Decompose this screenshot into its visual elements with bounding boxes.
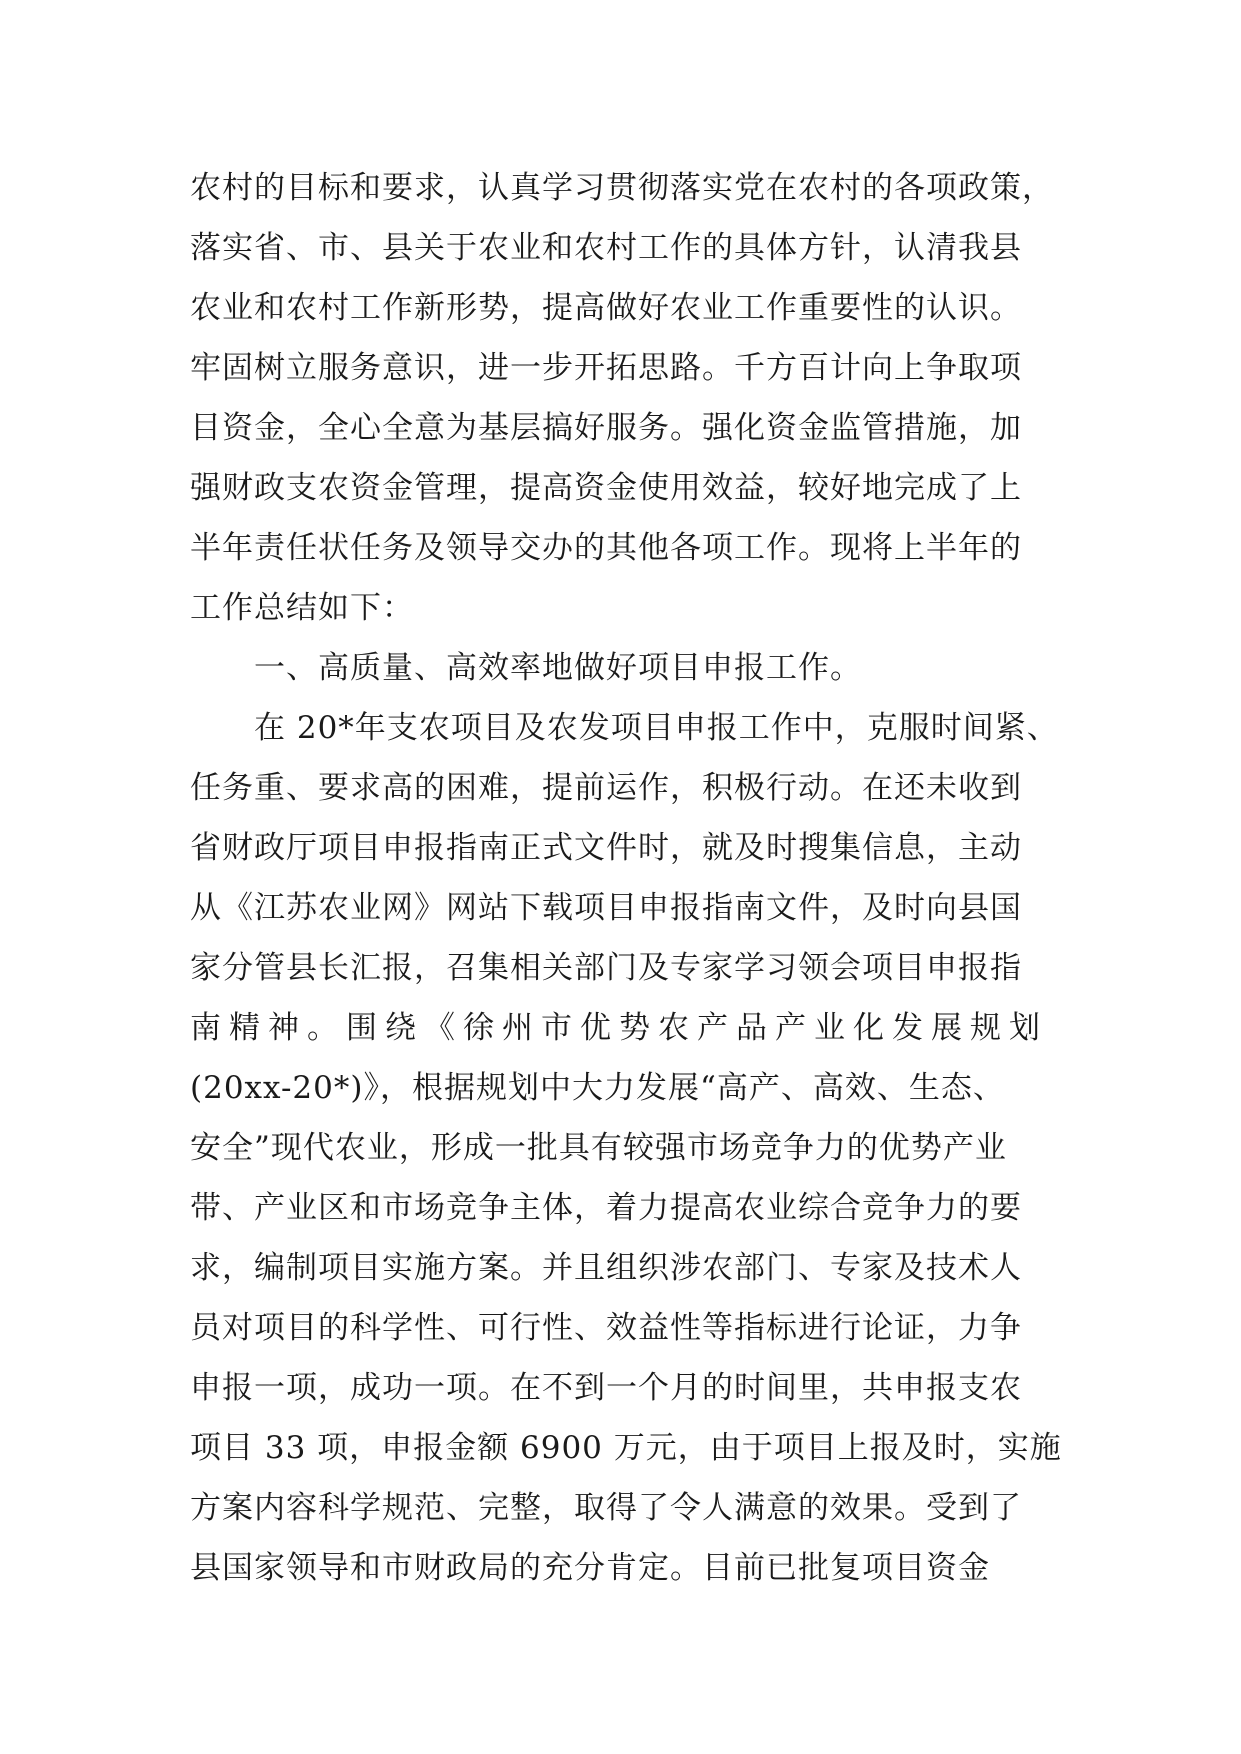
text-line: (20xx-20*)》，根据规划中大力发展“高产、高效、生态、 <box>190 1070 1005 1106</box>
text-line: 目资金，全心全意为基层搞好服务。强化资金监管措施，加 <box>190 410 1022 446</box>
text-line: 求，编制项目实施方案。并且组织涉农部门、专家及技术人 <box>190 1250 1022 1286</box>
text-line: 落实省、市、县关于农业和农村工作的具体方针，认清我县 <box>190 230 1022 266</box>
text-line: 县国家领导和市财政局的充分肯定。目前已批复项目资金 <box>190 1550 990 1586</box>
text-line: 家分管县长汇报，召集相关部门及专家学习领会项目申报指 <box>190 950 1022 986</box>
text-line: 任务重、要求高的困难，提前运作，积极行动。在还未收到 <box>190 770 1022 806</box>
section-heading: 一、高质量、高效率地做好项目申报工作。 <box>254 650 862 686</box>
paragraph-start-line: 在 20*年支农项目及农发项目申报工作中，克服时间紧、 <box>254 710 1059 746</box>
document-body <box>190 158 1070 1598</box>
text-line: 强财政支农资金管理，提高资金使用效益，较好地完成了上 <box>190 470 1022 506</box>
text-line: 方案内容科学规范、完整，取得了令人满意的效果。受到了 <box>190 1490 1022 1526</box>
text-line: 省财政厅项目申报指南正式文件时，就及时搜集信息，主动 <box>190 830 1022 866</box>
text-line: 半年责任状任务及领导交办的其他各项工作。现将上半年的 <box>190 530 1022 566</box>
text-line: 工作总结如下： <box>190 590 414 626</box>
text-line: 申报一项，成功一项。在不到一个月的时间里，共申报支农 <box>190 1370 1022 1406</box>
text-line: 安全”现代农业，形成一批具有较强市场竞争力的优势产业 <box>190 1130 1007 1166</box>
text-line: 从《江苏农业网》网站下载项目申报指南文件，及时向县国 <box>190 890 1022 926</box>
text-line: 员对项目的科学性、可行性、效益性等指标进行论证，力争 <box>190 1310 1022 1346</box>
text-line: 农村的目标和要求，认真学习贯彻落实党在农村的各项政策， <box>190 170 1054 206</box>
text-line: 项目 33 项，申报金额 6900 万元，由于项目上报及时，实施 <box>190 1430 1062 1466</box>
text-line: 带、产业区和市场竞争主体，着力提高农业综合竞争力的要 <box>190 1190 1022 1226</box>
text-line: 农业和农村工作新形势，提高做好农业工作重要性的认识。 <box>190 290 1022 326</box>
text-line: 牢固树立服务意识，进一步开拓思路。千方百计向上争取项 <box>190 350 1022 386</box>
text-line: 南精神。围绕《徐州市优势农产品产业化发展规划 <box>190 1010 1048 1046</box>
